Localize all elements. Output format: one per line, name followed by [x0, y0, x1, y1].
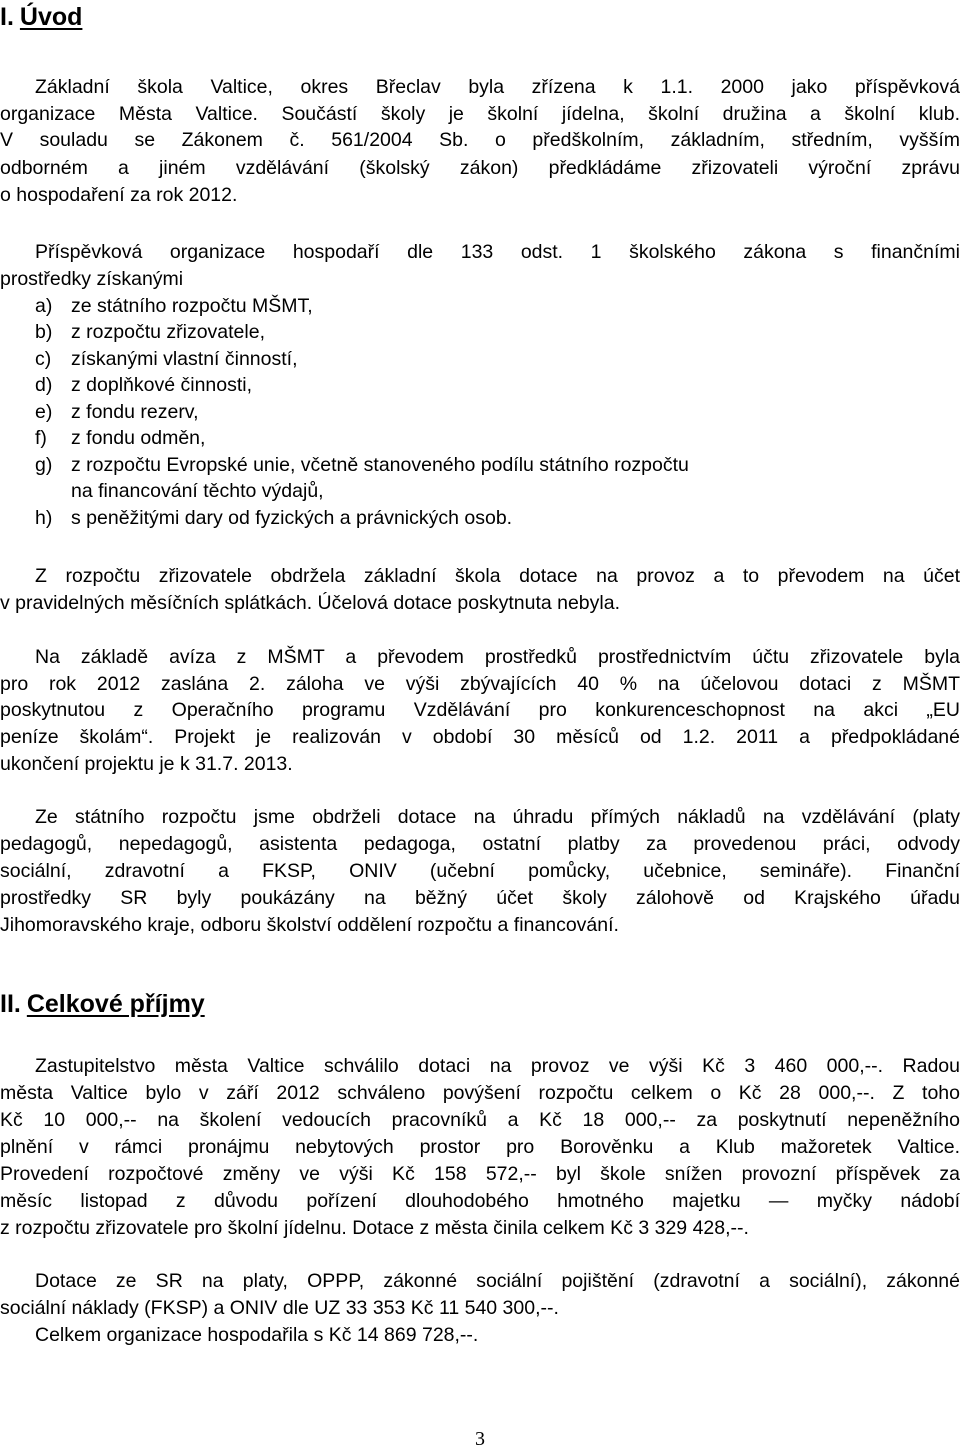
text-line: Dotace ze SR na platy, OPPP, zákonné sociální pojištění (zdravotní a sociální), zákonné	[35, 1270, 960, 1292]
list-item: h) s peněžitými dary od fyzických a právnických osob.	[35, 507, 513, 529]
text-line: Ze státního rozpočtu jsme obdrželi dotace na úhradu přímých nákladů na vzdělávání (platy	[35, 806, 960, 828]
section-title: Úvod	[19, 3, 83, 31]
text-line: města Valtice bylo v září 2012 schváleno povýšení rozpočtu celkem o Kč 28 000,--. Z toho	[0, 1082, 960, 1104]
text-line: měsíc listopad z důvodu pořízení dlouhodobého hmotného majetku — myčky nádobí	[0, 1190, 960, 1212]
text-line: V souladu se Zákonem č. 561/2004 Sb. o předškolním, základním, středním, vyšším	[0, 129, 960, 151]
section-heading-uvod	[0, 3, 82, 32]
section-number: II.	[0, 990, 21, 1018]
text-line: sociální, zdravotní a FKSP, ONIV (učební pomůcky, učebnice, semináře). Finanční	[0, 860, 960, 882]
list-item: f) z fondu odměn,	[35, 427, 206, 449]
section-heading-celkove-prijmy	[0, 990, 205, 1019]
text-line: peníze školám“. Projekt je realizován v období 30 měsíců od 1.2. 2011 a předpokládané	[0, 726, 960, 748]
text-line: z rozpočtu zřizovatele pro školní jídelnu. Dotace z města činila celkem Kč 3 329 428,--.	[0, 1217, 749, 1239]
text-line: prostředky získanými	[0, 268, 184, 290]
text-line: Provedení rozpočtové změny ve výši Kč 158 572,-- byl škole snížen provozní příspěvek za	[0, 1163, 960, 1185]
list-item: c) získanými vlastní činností,	[35, 348, 298, 370]
page-number: 3	[475, 1428, 485, 1450]
text-line: Na základě avíza z MŠMT a převodem prostředků prostřednictvím účtu zřizovatele byla	[35, 646, 960, 668]
text-line: pro rok 2012 zaslána 2. záloha ve výši zbývajících 40 % na účelovou dotaci z MŠMT	[0, 673, 960, 695]
section-number: I.	[0, 3, 14, 31]
text-line: prostředky SR byly poukázány na běžný účet školy zálohově od Krajského úřadu	[0, 887, 960, 909]
text-line: Kč 10 000,-- na školení vedoucích pracovníků a Kč 18 000,-- za poskytnutí nepeněžního	[0, 1109, 960, 1131]
text-line: pedagogů, nepedagogů, asistenta pedagoga, ostatní platby za provedenou práci, odvody	[0, 833, 960, 855]
text-line: plnění v rámci pronájmu nebytových prostor pro Borověnku a Klub mažoretek Valtice.	[0, 1136, 960, 1158]
list-item: a) ze státního rozpočtu MŠMT,	[35, 295, 313, 317]
text-line: Příspěvková organizace hospodaří dle 133 odst. 1 školského zákona s finančními	[35, 241, 960, 263]
text-line: ukončení projektu je k 31.7. 2013.	[0, 753, 293, 775]
text-line: sociální náklady (FKSP) a ONIV dle UZ 33 353 Kč 11 540 300,--.	[0, 1297, 559, 1319]
text-line: o hospodaření za rok 2012.	[0, 184, 238, 206]
text-line: Základní škola Valtice, okres Břeclav byla zřízena k 1.1. 2000 jako příspěvková	[35, 76, 960, 98]
text-line: Z rozpočtu zřizovatele obdržela základní škola dotace na provoz a to převodem na účet	[35, 565, 960, 587]
text-line: Zastupitelstvo města Valtice schválilo dotaci na provoz ve výši Kč 3 460 000,--. Radou	[35, 1055, 960, 1077]
list-item: b) z rozpočtu zřizovatele,	[35, 321, 266, 343]
text-line: organizace Města Valtice. Součástí školy je školní jídelna, školní družina a školní klub.	[0, 103, 960, 125]
list-item: d) z doplňkové činnosti,	[35, 374, 253, 396]
text-line: Jihomoravského kraje, odboru školství oddělení rozpočtu a financování.	[0, 914, 619, 936]
list-item: g) z rozpočtu Evropské unie, včetně stanoveného podílu státního rozpočtu	[35, 454, 689, 476]
text-line: poskytnutou z Operačního programu Vzdělávání pro konkurenceschopnost na akci „EU	[0, 699, 960, 721]
section-title: Celkové příjmy	[26, 990, 205, 1018]
text-line: odborném a jiném vzdělávání (školský zákon) předkládáme zřizovateli výroční zprávu	[0, 157, 960, 179]
total-budget-line: Celkem organizace hospodařila s Kč 14 869 728,--.	[35, 1324, 479, 1346]
list-item: na financování těchto výdajů,	[71, 480, 324, 502]
list-item: e) z fondu rezerv,	[35, 401, 199, 423]
text-line: v pravidelných měsíčních splátkách. Účelová dotace poskytnuta nebyla.	[0, 592, 621, 614]
